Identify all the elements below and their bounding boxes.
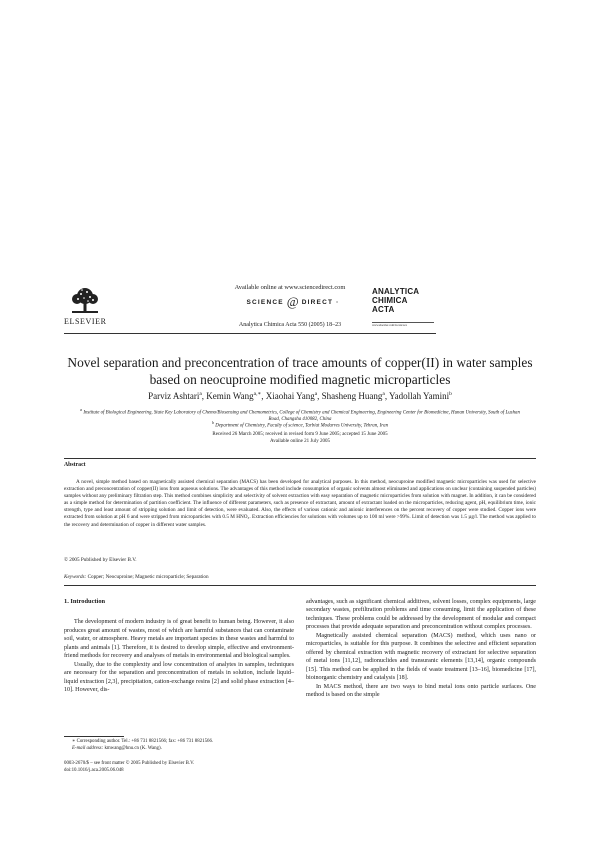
keywords-label: Keywords: (64, 574, 87, 580)
publisher-name: ELSEVIER (64, 317, 107, 326)
author-name: Xiaohai Yang (265, 391, 315, 401)
article-history (64, 432, 536, 446)
journal-logo-url: www.elsevier.com/locate/aca (372, 322, 434, 327)
body-column-right (306, 598, 536, 699)
author-name: Shasheng Huang (321, 391, 383, 401)
email-note (64, 746, 294, 753)
author-affil-mark[interactable]: a (199, 391, 202, 397)
body-paragraph: The development of modern industry is of great benefit to human being. However, it also produces great amount of wastes, most of which are harmful substances that can contaminate soil, water, or atmosphere. Heavy metals are important species in these wastes and harmful to plants and animals [1]. Therefore, it is desired to develop simple, effective and environment-friend methods for recovery and analyses of metals in environmental and biological samples. (64, 619, 294, 660)
footnote-mark: ∗ (72, 739, 76, 744)
available-online-date: Available online 21 July 2005 (270, 438, 330, 444)
body-paragraph: In MACS method, there are two ways to bind metal ions onto particle surfaces. One method is based on the simple (306, 683, 536, 698)
keywords-list: Copper; Neocuproine; Magnetic microparticle; Separation (87, 574, 209, 580)
journal-reference: Analytica Chimica Acta 550 (2005) 18–23 (238, 322, 342, 328)
imprint-block (64, 761, 294, 775)
abstract-body: A novel, simple method based on magnetically assisted chemical separation (MACS) has been developed for analytical purposes. In this method, neocuproine modified magnetic microparticles was used for selective extraction and preconcentration of copper(II) ions from aqueous solutions. The advantages of this method include consumption of organic solvents almost eliminated and applications on unclear (containing suspended particles) samples without any preliminary filtration step. This method combines simplicity and selectivity of solvent extraction with easy separation of magnetic microparticles from solution with magnet. In addition, it can be considered as a simple method for determination of partition coefficient. The influence of different parameters, such as presence of extractant, amount of extractant loaded on the microparticles, reducing agent, pH, equilibrium time, ionic strength, type and least amount of stripping solution and limit of detection, were evaluated. Also, the effects of various cationic and anionic interferences on the percent recovery of copper were studied. Copper ions were extracted from solution at pH 6 and were stripped from microparticles with 0.5 M HNO₃. Extraction efficiencies for solutions with volumes up to 100 ml were >99%. Limit of detection was 1.5 µg/l. The method was applied to the recovery and determination of copper in different water samples. (64, 479, 536, 528)
abstract-top-divider (64, 458, 536, 459)
sd-right-word: DIRECT (301, 298, 334, 306)
sd-at-icon: @ (286, 294, 299, 309)
available-online-line[interactable]: Available online at www.sciencedirect.com (234, 284, 346, 291)
author-list: Parviz Ashtari$^a$, Kemin Wang$^{a,∗}$, Xiaohai Yang$^a$, Shasheng Huang$^a$, Yadollah Yamini$^b$ (148, 391, 452, 401)
author-affil-mark[interactable]: b (449, 391, 452, 397)
affiliation-mark: a (80, 407, 83, 412)
journal-logo-line: CHIMICA (372, 296, 408, 305)
abstract-bottom-divider (64, 585, 536, 586)
email-label: E-mail address: (72, 745, 104, 751)
journal-logo-line: ANALYTICA (372, 287, 420, 296)
affiliation-mark: b (211, 420, 214, 425)
section-heading: 1. Introduction (64, 598, 106, 605)
body-paragraph: Usually, due to the complexity and low concentration of analytes in samples, techniques are necessary for the separation and preconcentration of metals in solution, include liquid–liquid extraction [2,3], precipitation, cation-exchange resins [2] and solid phase extraction [4–10]. However, dis- (64, 661, 294, 694)
doi-line[interactable]: doi:10.1016/j.aca.2005.06.048 (64, 767, 124, 773)
footnote-block (64, 739, 294, 752)
email-address[interactable]: kmwang@hnu.cn (K. Wang). (104, 745, 162, 751)
body-paragraph: advantages, such as significant chemical additives, solvent losses, complex equipments, large secondary wastes, prefiltration problems and time consuming, limit the application of these techniques. These problems could be addressed by the development of modular and compact processes that provide adequate separation and preconcentration without complex processes. (306, 599, 536, 631)
article-title: Novel separation and preconcentration of trace amounts of copper(II) in water samples based on neocuproine modified magnetic microparticles (67, 355, 533, 387)
elsevier-tree-icon (68, 286, 102, 316)
author-name: Parviz Ashtari (148, 391, 200, 401)
header-divider (64, 333, 436, 334)
abstract-copyright: © 2005 Published by Elsevier B.V. (64, 557, 137, 563)
body-paragraph: Magnetically assisted chemical separation (MACS) method, which uses nano or microparticles, is suitable for this purpose. It combines the selective and efficient separation offered by chemical extraction with magnetic recovery of extractant for selective separation of metal ions [11,12], radionuclides and transuranic elements [13,14], organic compounds [15]. This method can be applied in the fields of waste treatment [13–16], biomedicine [17], bioinorganic chemistry and catalysis [18]. (306, 632, 536, 682)
sciencedirect-logo (193, 296, 393, 308)
author-name: Kemin Wang (206, 391, 254, 401)
body-column-left (64, 598, 294, 695)
footnote-divider (64, 736, 124, 737)
journal-logo (372, 287, 432, 314)
received-dates: Received 26 March 2005; received in revised form 9 June 2005; accepted 15 June 2005 (212, 432, 388, 437)
sd-dot: · (336, 298, 340, 306)
author-affil-mark[interactable]: a,∗ (253, 391, 262, 397)
keywords-line (64, 574, 209, 580)
author-affil-mark[interactable]: a (314, 391, 318, 397)
journal-logo-line: ACTA (372, 305, 395, 314)
sd-left-word: SCIENCE (246, 298, 284, 306)
affiliation-a: $^a$ Institute of Biological Engineering, State Key Laboratory of Chemo/Biosensing and Chemometrics, College of Chemistry and Chemical Engineering, Engineering Center for Biomedicine, Hunan University, South of Lushan Road, Changsha 410082, China (80, 407, 520, 423)
corresponding-author-note: ∗ Corresponding author. Tel.: +86 731 8821566; fax: +86 731 8821566. (72, 739, 214, 744)
author-affil-mark[interactable]: a (382, 391, 385, 397)
elsevier-logo (64, 286, 106, 326)
abstract-heading: Abstract (64, 462, 86, 468)
affiliation-b: $^b$ Department of Chemistry, Faculty of science, Tarbiat Modarres University, Tehran, Iran (211, 420, 389, 429)
author-name: Yadollah Yamini (389, 391, 450, 401)
issn-line: 0003-2670/$ – see front matter © 2005 Published by Elsevier B.V. (64, 761, 195, 766)
